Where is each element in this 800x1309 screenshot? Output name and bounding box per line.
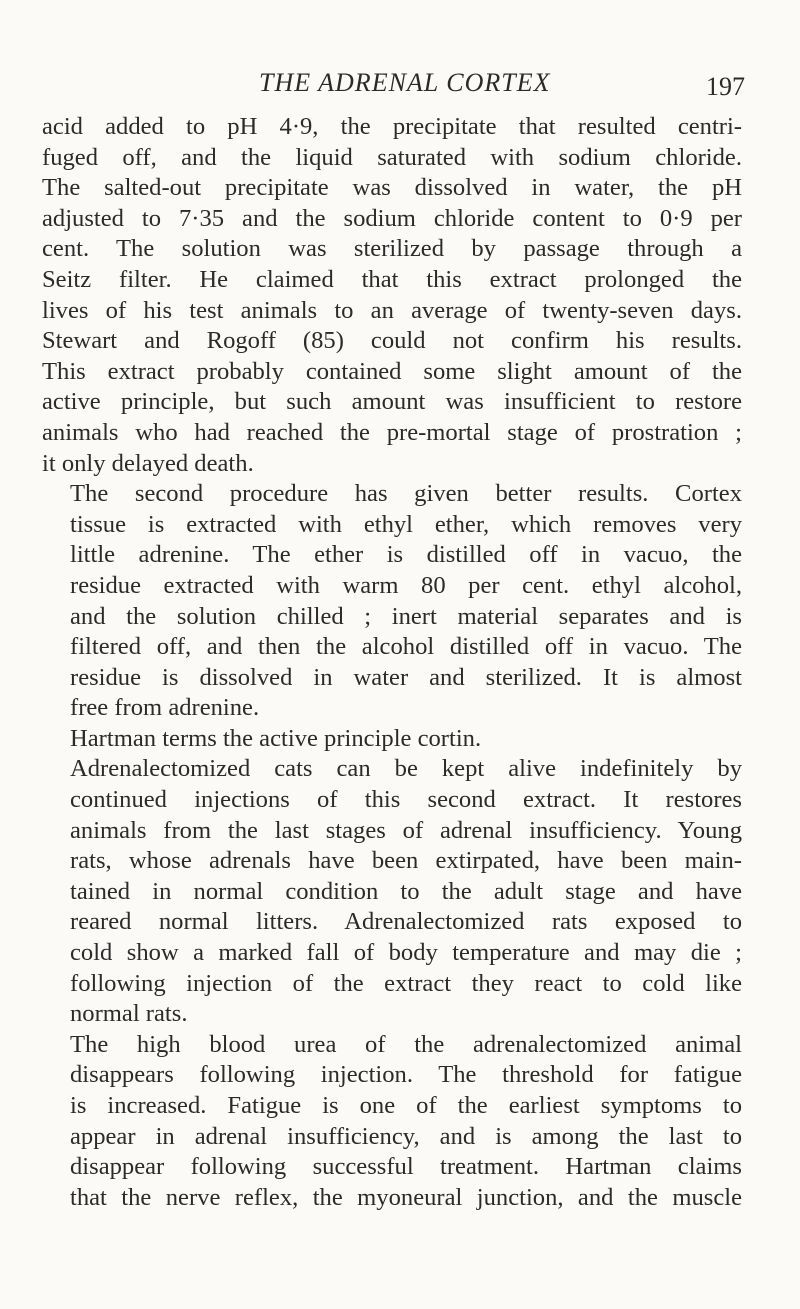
text-line: continued injections of this second extract. It restores bbox=[70, 786, 742, 814]
text-line: it only delayed death. bbox=[42, 449, 254, 477]
text-line: cold show a marked fall of body temperature and may die ; bbox=[70, 939, 742, 967]
text-line: following injection of the extract they react to cold like bbox=[70, 969, 742, 997]
paragraph-4 bbox=[42, 754, 742, 1029]
page-number: 197 bbox=[706, 72, 745, 101]
text-line: The high blood urea of the adrenalectomized animal bbox=[70, 1030, 742, 1058]
text-line: Stewart and Rogoff (85) could not confirm his results. bbox=[42, 327, 742, 355]
text-line: appear in adrenal insufficiency, and is among the last to bbox=[70, 1122, 742, 1150]
text-line: tained in normal condition to the adult stage and have bbox=[70, 877, 742, 905]
text-line: normal rats. bbox=[70, 1000, 188, 1028]
text-line: animals from the last stages of adrenal insufficiency. Young bbox=[70, 816, 742, 844]
text-line: Hartman terms the active principle cortin. bbox=[70, 724, 482, 752]
running-head bbox=[0, 64, 800, 104]
text-line: acid added to pH 4·9, the precipitate that resulted centri- bbox=[42, 113, 742, 140]
text-line: rats, whose adrenals have been extirpated, have been main- bbox=[70, 847, 742, 875]
paragraph-5 bbox=[42, 1030, 742, 1214]
text-line: lives of his test animals to an average of twenty-seven days. bbox=[42, 296, 742, 324]
text-line: and the solution chilled ; inert material separates and is bbox=[70, 602, 742, 630]
text-line: disappear following successful treatment. Hartman claims bbox=[70, 1153, 742, 1181]
text-line: filtered off, and then the alcohol distilled off in vacuo. The bbox=[70, 633, 742, 661]
text-line: free from adrenine. bbox=[70, 694, 260, 722]
text-line: residue extracted with warm 80 per cent. ethyl alcohol, bbox=[70, 571, 742, 599]
text-line: cent. The solution was sterilized by passage through a bbox=[42, 235, 742, 263]
text-line: animals who had reached the pre-mortal stage of prostration ; bbox=[42, 418, 742, 446]
text-line: The salted-out precipitate was dissolved in water, the pH bbox=[42, 174, 742, 202]
text-line: residue is dissolved in water and sterilized. It is almost bbox=[70, 663, 742, 691]
text-line: adjusted to 7·35 and the sodium chloride content to 0·9 per bbox=[42, 204, 742, 232]
text-line: This extract probably contained some slight amount of the bbox=[42, 357, 742, 385]
text-line: Seitz filter. He claimed that this extract prolonged the bbox=[42, 265, 742, 293]
text-line: disappears following injection. The threshold for fatigue bbox=[70, 1061, 742, 1089]
running-title: THE ADRENAL CORTEX bbox=[259, 68, 551, 97]
text-line: The second procedure has given better results. Cortex bbox=[70, 480, 742, 508]
text-line: is increased. Fatigue is one of the earliest symptoms to bbox=[70, 1092, 742, 1119]
body-text bbox=[42, 112, 742, 1213]
text-line: that the nerve reflex, the myoneural junction, and the muscle bbox=[70, 1183, 742, 1211]
text-line: little adrenine. The ether is distilled off in vacuo, the bbox=[70, 541, 742, 569]
text-line: fuged off, and the liquid saturated with sodium chloride. bbox=[42, 143, 742, 171]
text-line: tissue is extracted with ethyl ether, which removes very bbox=[70, 510, 742, 538]
text-line: Adrenalectomized cats can be kept alive indefinitely by bbox=[70, 755, 742, 783]
text-line: reared normal litters. Adrenalectomized rats exposed to bbox=[70, 908, 742, 936]
paragraph-2 bbox=[42, 479, 742, 724]
text-line: active principle, but such amount was insufficient to restore bbox=[42, 388, 742, 416]
paragraph-3 bbox=[42, 724, 742, 755]
paragraph-1 bbox=[42, 112, 742, 479]
